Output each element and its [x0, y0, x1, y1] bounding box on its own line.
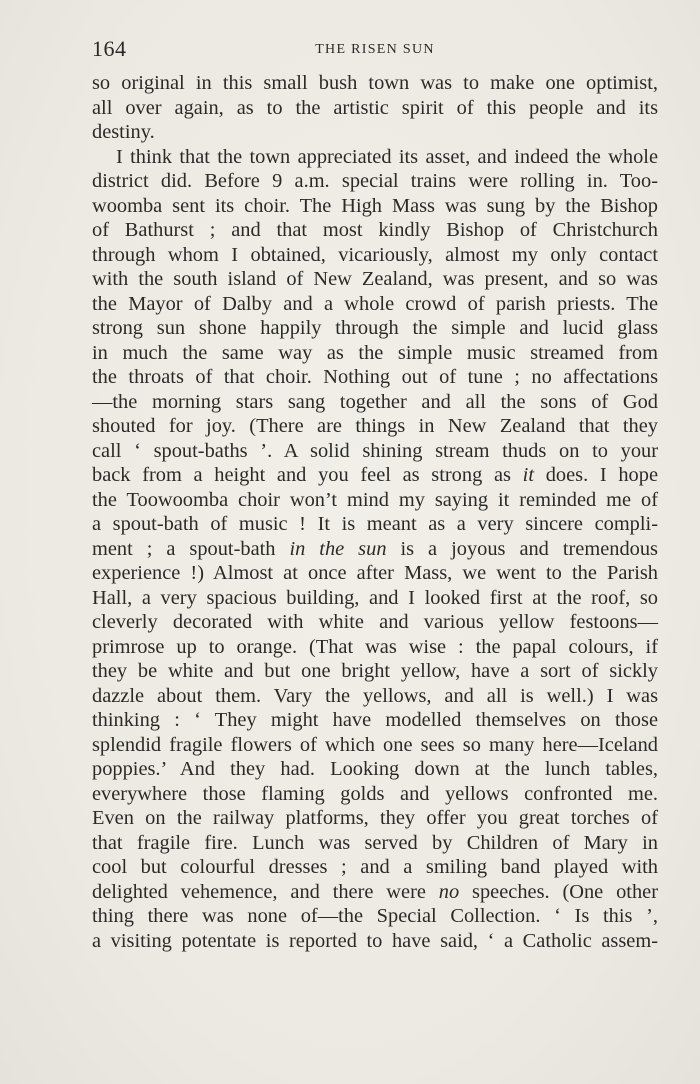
text-line: shouted for joy. (There are things in New Zealand that they: [92, 415, 658, 437]
text-line: thing there was none of—the Special Collection. ‘ Is this ’,: [92, 905, 658, 927]
text-line: everywhere those flaming golds and yellows confronted me.: [92, 782, 658, 805]
running-head: THE RISEN SUN: [315, 42, 435, 57]
page-number: 164: [92, 36, 127, 61]
text-line: splendid fragile flowers of which one sees so many here—Iceland: [92, 733, 658, 756]
text-line: so original in this small bush town was to make one optimist,: [92, 72, 658, 94]
text-line: thinking : ‘ They might have modelled themselves on those: [92, 709, 658, 731]
text-line: call ‘ spout-baths ’. A solid shining stream thuds on to your: [92, 439, 658, 462]
text-line: dazzle about them. Vary the yellows, and all is well.) I was: [92, 684, 658, 707]
text-line: Even on the railway platforms, they offer you great torches of: [92, 807, 658, 829]
text-line: of Bathurst ; and that most kindly Bishop of Christchurch: [92, 219, 658, 241]
page-header: [92, 36, 658, 66]
text-line: woomba sent its choir. The High Mass was sung by the Bishop: [92, 194, 658, 217]
text-line: experience !) Almost at once after Mass, we went to the Parish: [92, 562, 658, 584]
text-line: district did. Before 9 a.m. special trains were rolling in. Too-: [92, 170, 658, 192]
text-line: in much the same way as the simple music streamed from: [92, 341, 658, 364]
text-line: destiny.: [92, 121, 155, 143]
text-line: ment ; a spout-bath in the sun is a joyous and tremendous: [92, 537, 658, 560]
text-line: poppies.’ And they had. Looking down at the lunch tables,: [92, 758, 658, 780]
text-line: they be white and but one bright yellow, have a sort of sickly: [92, 660, 658, 682]
text-line: through whom I obtained, vicariously, almost my only contact: [92, 243, 658, 266]
text-line: back from a height and you feel as strong as it does. I hope: [92, 464, 658, 486]
body-text: [92, 71, 658, 953]
text-line: cleverly decorated with white and various yellow festoons—: [92, 611, 658, 633]
text-line: delighted vehemence, and there were no speeches. (One other: [92, 880, 658, 903]
text-line: —the morning stars sang together and all the sons of God: [92, 390, 658, 413]
italic-emphasis: it: [522, 464, 534, 486]
text-line: that fragile fire. Lunch was served by Children of Mary in: [92, 831, 658, 854]
italic-emphasis: in the sun: [289, 537, 387, 560]
text-line: Hall, a very spacious building, and I looked first at the roof, so: [92, 586, 658, 609]
text-line: the throats of that choir. Nothing out of tune ; no affectations: [92, 366, 658, 388]
text-line: strong sun shone happily through the simple and lucid glass: [92, 317, 658, 339]
text-line: I think that the town appreciated its asset, and indeed the whole: [116, 145, 658, 168]
text-line: all over again, as to the artistic spirit of this people and its: [92, 96, 658, 119]
text-line: a visiting potentate is reported to have said, ‘ a Catholic assem-: [92, 929, 658, 952]
italic-emphasis: no: [438, 880, 460, 903]
text-line: a spout-bath of music ! It is meant as a very sincere compli-: [92, 513, 658, 535]
text-line: cool but colourful dresses ; and a smiling band played with: [92, 856, 658, 878]
text-line: with the south island of New Zealand, was present, and so was: [92, 268, 658, 290]
text-line: the Mayor of Dalby and a whole crowd of parish priests. The: [92, 292, 658, 315]
text-line: primrose up to orange. (That was wise : the papal colours, if: [92, 635, 658, 658]
text-line: the Toowoomba choir won’t mind my saying it reminded me of: [92, 488, 658, 511]
